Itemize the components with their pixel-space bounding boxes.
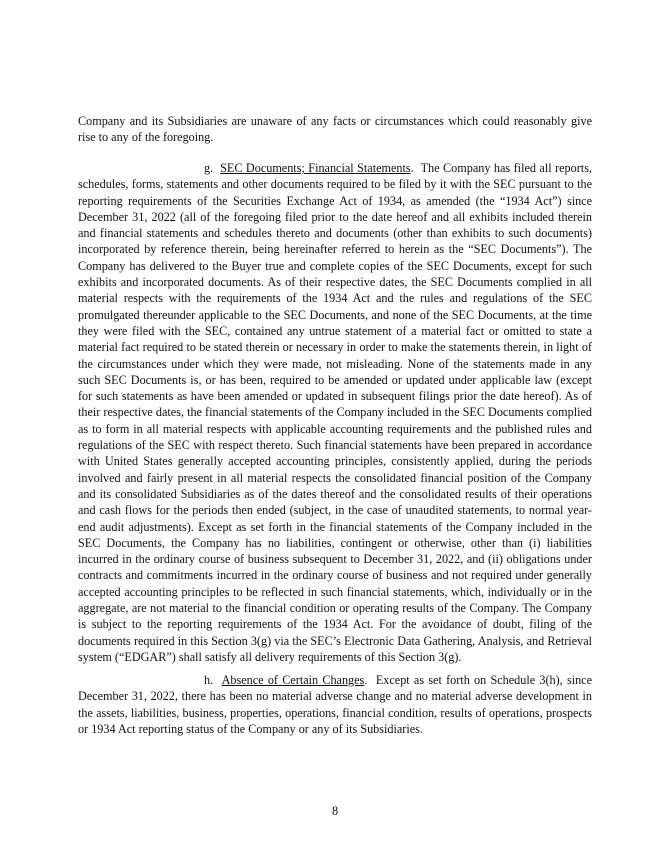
section-heading: Absence of Certain Changes <box>221 673 365 687</box>
paragraph-text: Except as set forth on Schedule 3(h), since December 31, 2022, there has been no material adverse change and no material adverse development in the assets, liabilities, business, properties, operations, financial condition, results of operations, prospects or 1934 Act reporting status of the Company or any of its Subsidiaries. <box>78 673 592 736</box>
section-heading: SEC Documents; Financial Statements <box>220 161 411 175</box>
paragraph-text: Company and its Subsidiaries are unaware of any facts or circumstances which could reasonably give rise to any of the foregoing. <box>78 114 592 145</box>
paragraph-continuation <box>78 113 592 146</box>
section-label: g. <box>204 161 214 175</box>
section-label: h. <box>204 673 214 687</box>
page-number: 8 <box>331 804 339 818</box>
paragraph-text: The Company has filed all reports, schedules, forms, statements and other documents required to be filed by it with the SEC pursuant to the reporting requirements of the Securities Exchange Act of 1934, as amended (the “1934 Act”) since December 31, 2022 (all of the foregoing filed prior to the date hereof and all exhibits included therein and financial statements and schedules thereto and documents (other than exhibits to such documents) incorporated by reference therein, being hereinafter referred to herein as the “SEC Documents”). The Company has delivered to the Buyer true and complete copies of the SEC Documents, except for such exhibits and incorporated documents. As of their respective dates, the SEC Documents complied in all material respects with the requirements of the 1934 Act and the rules and regulations of the SEC promulgated thereunder applicable to the SEC Documents, and none of the SEC Documents, at the time they were filed with the SEC, contained any untrue statement of a material fact or omitted to state a material fact required to be stated therein or necessary in order to make the statements therein, in light of the circumstances under which they were made, not misleading. None of the statements made in any such SEC Documents is, or has been, required to be amended or updated under applicable law (except for such statements as have been amended or updated in subsequent filings prior the date hereof). As of their respective dates, the financial statements of the Company included in the SEC Documents complied as to form in all material respects with applicable accounting requirements and the published rules and regulations of the SEC with respect thereto. Such financial statements have been prepared in accordance with United States generally accepted accounting principles, consistently applied, during the periods involved and fairly present in all material respects the consolidated financial position of the Company and its consolidated Subsidiaries as of the dates thereof and the consolidated results of their operations and cash flows for the periods then ended (subject, in the case of unaudited statements, to normal year-end audit adjustments). Except as set forth in the financial statements of the Company included in the SEC Documents, the Company has no liabilities, contingent or otherwise, other than (i) liabilities incurred in the ordinary course of business subsequent to December 31, 2022, and (ii) obligations under contracts and commitments incurred in the ordinary course of business and not required under generally accepted accounting principles to be reflected in such financial statements, which, individually or in the aggregate, are not material to the financial condition or operating results of the Company. The Company is subject to the reporting requirements of the 1934 Act. For the avoidance of doubt, filing of the documents required in this Section 3(g) via the SEC’s Electronic Data Gathering, Analysis, and Retrieval system (“EDGAR”) shall satisfy all delivery requirements of this Section 3(g). <box>78 161 592 664</box>
paragraph-absence-of-changes: h. Absence of Certain Changes. Except as set forth on Schedule 3(h), since December 31, 2022, there has been no material adverse change and no material adverse development in the assets, liabilities, business, properties, operations, financial condition, results of operations, prospects or 1934 Act reporting status of the Company or any of its Subsidiaries. <box>78 673 592 736</box>
paragraph-sec-documents: g. SEC Documents; Financial Statements. The Company has filed all reports, schedules, forms, statements and other documents required to be filed by it with the SEC pursuant to the reporting requirements of the Securities Exchange Act of 1934, as amended (the “1934 Act”) since December 31, 2022 (all of the foregoing filed prior to the date hereof and all exhibits included therein and financial statements and schedules thereto and documents (other than exhibits to such documents) incorporated by reference therein, being hereinafter referred to herein as the “SEC Documents”). The Company has delivered to the Buyer true and complete copies of the SEC Documents, except for such exhibits and incorporated documents. As of their respective dates, the SEC Documents complied in all material respects with the requirements of the 1934 Act and the rules and regulations of the SEC promulgated thereunder applicable to the SEC Documents, and none of the SEC Documents, at the time they were filed with the SEC, contained any untrue statement of a material fact or omitted to state a material fact required to be stated therein or necessary in order to make the statements therein, in light of the circumstances under which they were made, not misleading. None of the statements made in any such SEC Documents is, or has been, required to be amended or updated under applicable law (except for such statements as have been amended or updated in subsequent filings prior the date hereof). As of their respective dates, the financial statements of the Company included in the SEC Documents complied as to form in all material respects with applicable accounting requirements and the published rules and regulations of the SEC with respect thereto. Such financial statements have been prepared in accordance with United States generally accepted accounting principles, consistently applied, during the periods involved and fairly present in all material respects the consolidated financial position of the Company and its consolidated Subsidiaries as of the dates thereof and the consolidated results of their operations and cash flows for the periods then ended (subject, in the case of unaudited statements, to normal year-end audit adjustments). Except as set forth in the financial statements of the Company included in the SEC Documents, the Company has no liabilities, contingent or otherwise, other than (i) liabilities incurred in the ordinary course of business subsequent to December 31, 2022, and (ii) obligations under contracts and commitments incurred in the ordinary course of business and not required under generally accepted accounting principles to be reflected in such financial statements, which, individually or in the aggregate, are not material to the financial condition or operating results of the Company. The Company is subject to the reporting requirements of the 1934 Act. For the avoidance of doubt, filing of the documents required in this Section 3(g) via the SEC’s Electronic Data Gathering, Analysis, and Retrieval system (“EDGAR”) shall satisfy all delivery requirements of this Section 3(g). <box>78 161 592 664</box>
